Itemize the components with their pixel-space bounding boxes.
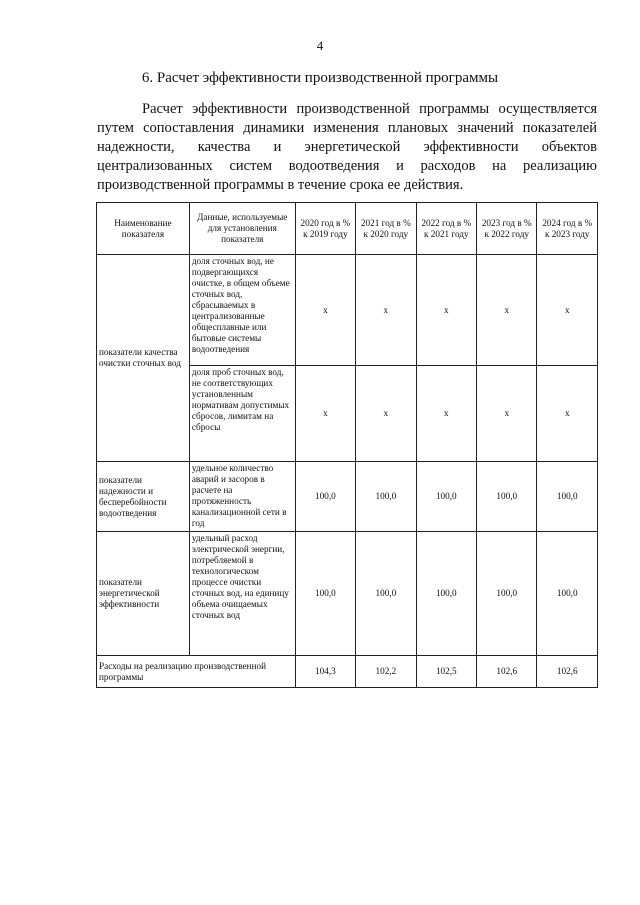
header-data: Данные, используемые для установления показателя <box>189 203 295 255</box>
paragraph-line: производственной программы в течение срока ее действия. <box>97 177 464 193</box>
table-row <box>97 255 598 366</box>
header-year: 2024 год в % к 2023 году <box>537 203 598 255</box>
cell-value: 100,0 <box>295 532 355 656</box>
page-number: 4 <box>316 38 324 53</box>
header-year: 2020 год в % к 2019 году <box>295 203 355 255</box>
group-reliability: показатели надежности и бесперебойности водоотведения <box>97 462 190 532</box>
efficiency-table <box>96 202 598 688</box>
header-year: 2023 год в % к 2022 году <box>477 203 537 255</box>
cell-value: 100,0 <box>356 532 416 656</box>
table-header-row <box>97 203 598 255</box>
cell-value: x <box>416 366 476 462</box>
paragraph-line: надежности, качества и энергетической эффективности объектов <box>97 139 597 155</box>
cell-value: 102,5 <box>416 656 476 688</box>
row-description: удельное количество аварий и засоров в расчете на протяженность канализационной сети в год <box>189 462 295 532</box>
cell-value: 102,6 <box>537 656 598 688</box>
body-paragraph <box>97 100 597 195</box>
group-energy: показатели энергетической эффективности <box>97 532 190 656</box>
cell-value: x <box>537 255 598 366</box>
row-description: доля сточных вод, не подвергающихся очистке, в общем объеме сточных вод, сбрасываемых в централизованные общесплавные или бытовые системы водоотведения <box>189 255 295 366</box>
cell-value: x <box>477 366 537 462</box>
header-name: Наименование показателя <box>97 203 190 255</box>
row-description: доля проб сточных вод, не соответствующих установленным нормативам допустимых сбросов, лимитам на сбросы <box>189 366 295 462</box>
row-description: удельный расход электрической энергии, потребляемой в технологическом процессе очистки сточных вод, на единицу объема очищаемых сточных вод <box>189 532 295 656</box>
cell-value: 104,3 <box>295 656 355 688</box>
group-quality: показатели качества очистки сточных вод <box>97 255 190 462</box>
cell-value: x <box>477 255 537 366</box>
cell-value: 100,0 <box>477 532 537 656</box>
cell-value: 100,0 <box>477 462 537 532</box>
table-row <box>97 462 598 532</box>
cell-value: x <box>356 366 416 462</box>
cell-value: 102,6 <box>477 656 537 688</box>
cell-value: x <box>295 366 355 462</box>
cell-value: 100,0 <box>295 462 355 532</box>
cell-value: x <box>537 366 598 462</box>
paragraph-line: Расчет эффективности производственной программы осуществляется <box>142 101 597 117</box>
cell-value: 100,0 <box>537 532 598 656</box>
cell-value: 100,0 <box>356 462 416 532</box>
cell-value: 100,0 <box>537 462 598 532</box>
table-row <box>97 532 598 656</box>
cell-value: 100,0 <box>416 462 476 532</box>
table-row <box>97 656 598 688</box>
paragraph-line: централизованных систем водоотведения и расходов на реализацию <box>97 158 597 174</box>
cell-value: 102,2 <box>356 656 416 688</box>
header-year: 2022 год в % к 2021 году <box>416 203 476 255</box>
group-expenses: Расходы на реализацию производственной программы <box>97 656 296 688</box>
cell-value: x <box>295 255 355 366</box>
cell-value: 100,0 <box>416 532 476 656</box>
paragraph-line: путем сопоставления динамики изменения плановых значений показателей <box>97 120 597 136</box>
cell-value: x <box>416 255 476 366</box>
header-year: 2021 год в % к 2020 году <box>356 203 416 255</box>
cell-value: x <box>356 255 416 366</box>
section-title: 6. Расчет эффективности производственной программы <box>141 70 499 86</box>
